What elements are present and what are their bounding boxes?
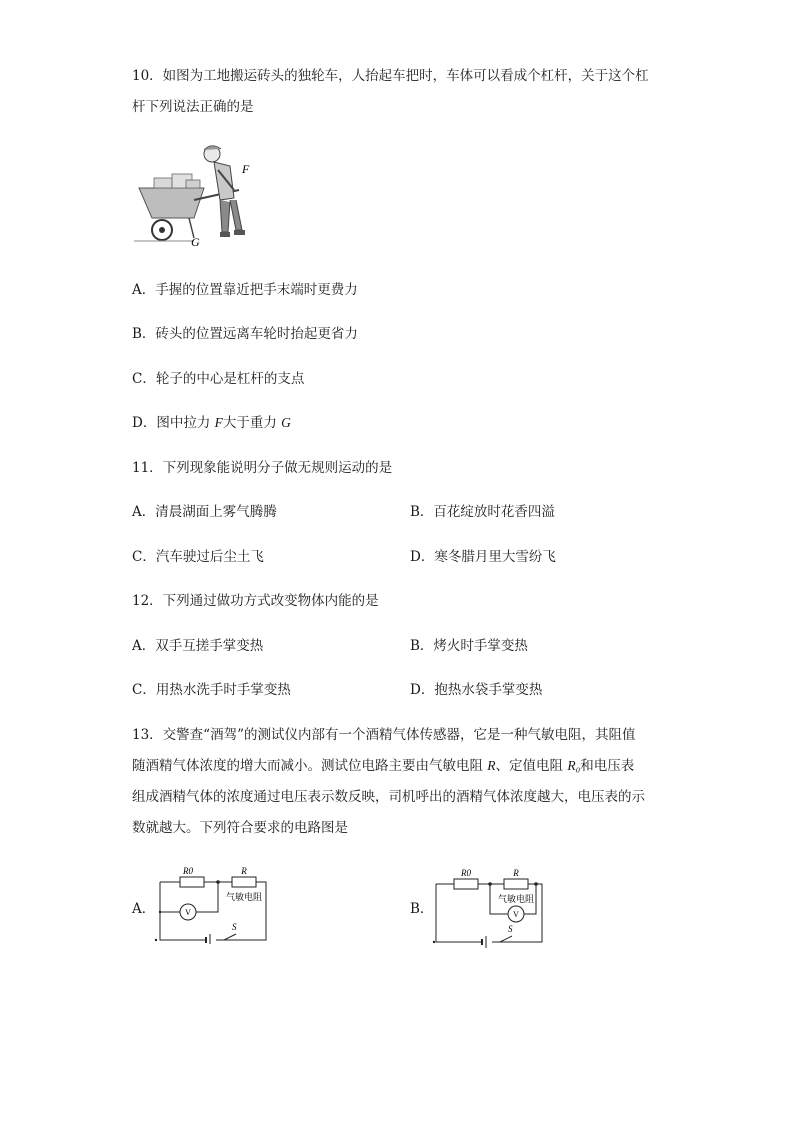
- circuit-a-voltmeter-label: V: [185, 908, 191, 917]
- circuit-b-diagram[interactable]: [430, 864, 554, 948]
- circuit-b-label[interactable]: B．: [410, 901, 434, 917]
- q12-stem: 12．下列通过做功方式改变物体内能的是: [132, 593, 379, 609]
- gravity-label-G: G: [191, 235, 200, 249]
- q12-option-a[interactable]: A．双手互搓手掌变热: [132, 638, 264, 654]
- q12-option-d[interactable]: D．抱热水袋手掌变热: [410, 682, 543, 698]
- q11-option-d[interactable]: D．寒冬腊月里大雪纷飞: [410, 549, 556, 565]
- q10-stem-line1: 10．如图为工地搬运砖头的独轮车，人抬起车把时，车体可以看成个杠杆，关于这个杠: [132, 68, 649, 84]
- q10-option-c[interactable]: C．轮子的中心是杠杆的支点: [132, 371, 305, 387]
- q13-stem-line3: 组成酒精气体的浓度通过电压表示数反映，司机呼出的酒精气体浓度越大，电压表的示: [132, 789, 645, 805]
- circuit-b-r0-label: R0: [461, 868, 471, 878]
- q13-stem-line4: 数就越大。下列符合要求的电路图是: [132, 820, 348, 836]
- q12-option-b[interactable]: B．烤火时手掌变热: [410, 638, 528, 654]
- q12-option-c[interactable]: C．用热水洗手时手掌变热: [132, 682, 291, 698]
- q13-line2-R: R: [487, 758, 496, 773]
- circuit-a-switch-label: S: [232, 922, 237, 932]
- q13-stem-line1: 13．交警查“酒驾”的测试仪内部有一个酒精气体传感器，它是一种气敏电阻，其阻值: [132, 727, 636, 743]
- q10-stem-line2: 杆下列说法正确的是: [132, 99, 254, 115]
- wheelbarrow-figure: [134, 140, 259, 252]
- circuit-a-sensor-label: 气敏电阻: [225, 892, 263, 902]
- q10-option-d-prefix: D．图中拉力: [132, 415, 215, 431]
- q13-line2-R0: R₀: [567, 758, 581, 773]
- q11-option-a[interactable]: A．清晨湖面上雾气腾腾: [132, 504, 277, 520]
- q10-option-a[interactable]: A．手握的位置靠近把手末端时更费力: [132, 282, 358, 298]
- circuit-a-diagram[interactable]: [152, 862, 274, 944]
- force-label-F: F: [242, 162, 250, 176]
- q10-option-d-F: F: [214, 415, 223, 430]
- q13-stem-line2: [132, 756, 634, 776]
- q10-option-d[interactable]: [132, 413, 291, 433]
- q10-option-d-G: G: [281, 415, 291, 430]
- q13-line2-c: 和电压表: [580, 758, 635, 774]
- q10-option-b[interactable]: B．砖头的位置远离车轮时抬起更省力: [132, 326, 358, 342]
- q13-line2-a: 随酒精气体浓度的增大而减小。测试位电路主要由气敏电阻: [132, 758, 488, 774]
- circuit-b-r-label: R: [513, 868, 519, 878]
- circuit-a-r0-label: R0: [183, 866, 193, 876]
- q13-line2-b: 、定值电阻: [495, 758, 568, 774]
- q11-stem: 11．下列现象能说明分子做无规则运动的是: [132, 460, 393, 476]
- circuit-a-label[interactable]: A．: [132, 901, 156, 917]
- q10-option-d-mid: 大于重力: [222, 415, 282, 431]
- q11-option-c[interactable]: C．汽车驶过后尘土飞: [132, 549, 264, 565]
- circuit-a-r-label: R: [241, 866, 247, 876]
- circuit-b-sensor-label: 气敏电阻: [497, 894, 535, 904]
- circuit-b-voltmeter-label: V: [513, 910, 519, 919]
- circuit-b-switch-label: S: [508, 924, 513, 934]
- q11-option-b[interactable]: B．百花绽放时花香四溢: [410, 504, 555, 520]
